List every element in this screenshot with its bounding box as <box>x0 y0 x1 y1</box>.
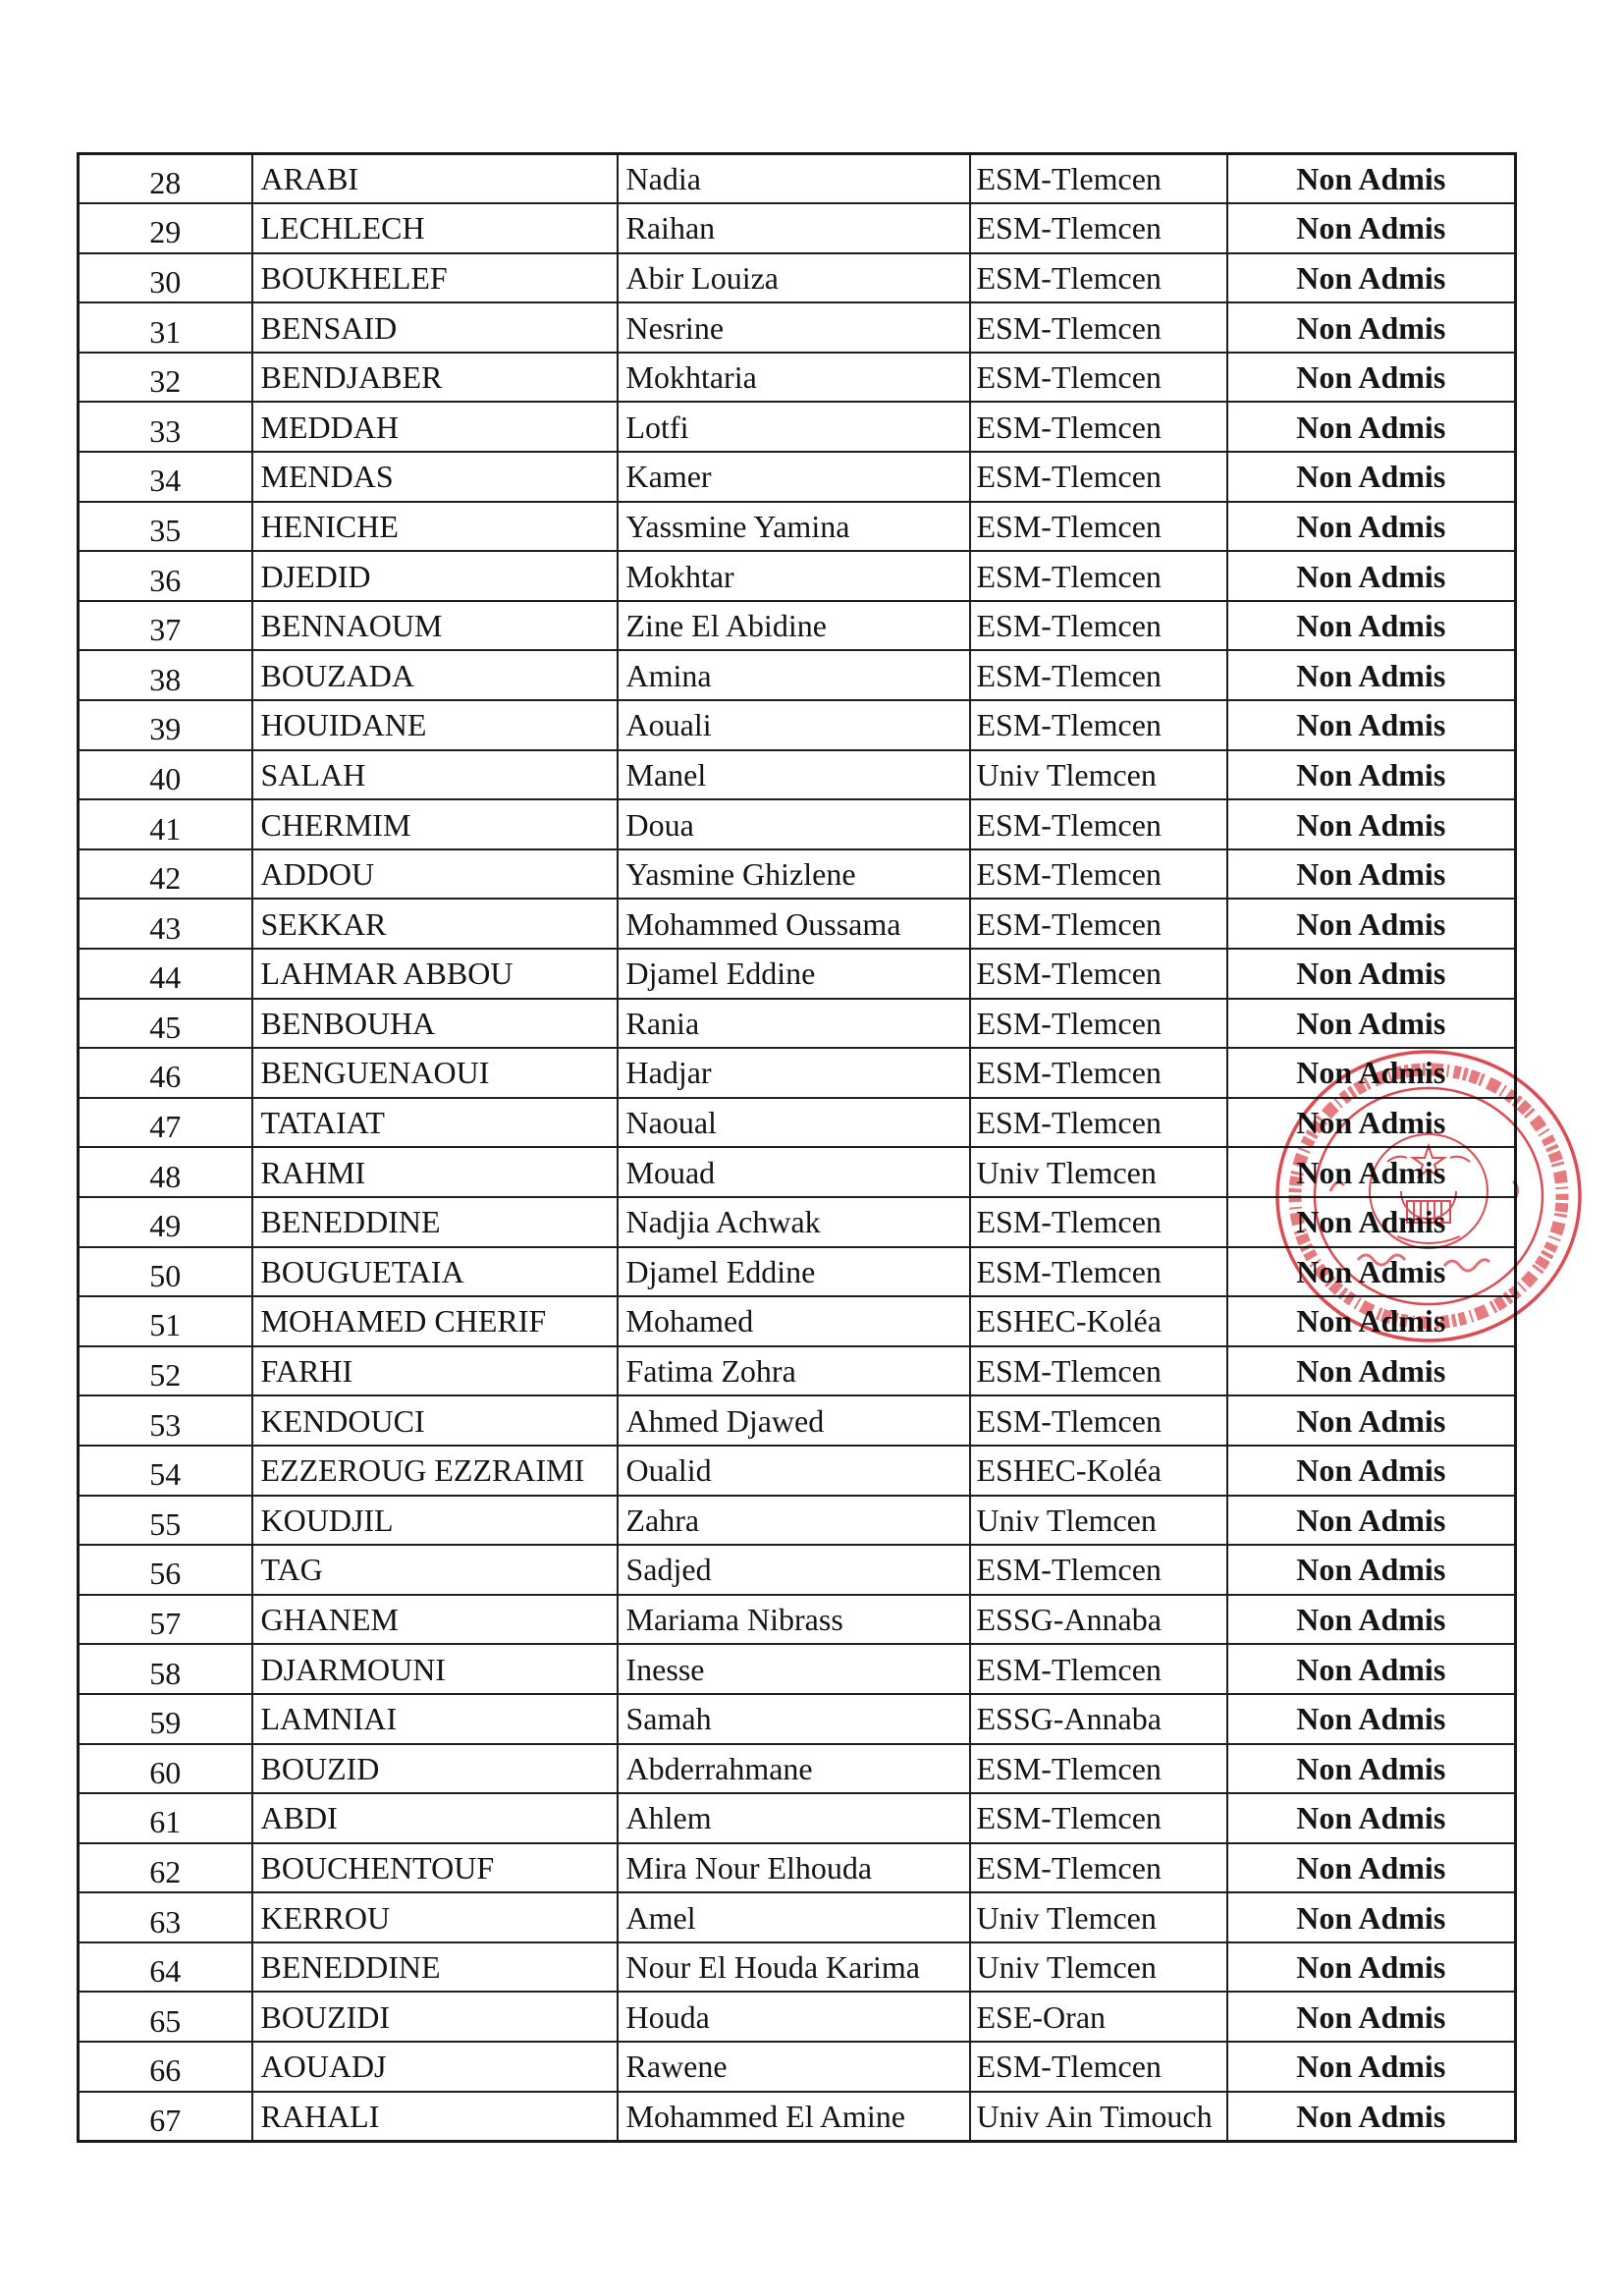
table-row <box>79 1644 1516 1694</box>
first-name-cell: Inesse <box>618 1644 970 1694</box>
last-name-cell: BOUGUETAIA <box>252 1247 618 1297</box>
last-name-cell: BOUKHELEF <box>252 253 618 303</box>
result-cell: Non Admis <box>1227 949 1516 999</box>
first-name-cell: Lotfi <box>618 402 970 452</box>
first-name-cell: Djamel Eddine <box>618 1247 970 1297</box>
result-cell: Non Admis <box>1227 1843 1516 1893</box>
results-table <box>77 152 1517 2143</box>
result-cell: Non Admis <box>1227 551 1516 601</box>
last-name-cell: RAHMI <box>252 1147 618 1197</box>
first-name-cell: Sadjed <box>618 1545 970 1595</box>
first-name-cell: Mohammed Oussama <box>618 899 970 949</box>
institution-cell: ESM-Tlemcen <box>970 154 1227 204</box>
first-name-cell: Mariama Nibrass <box>618 1595 970 1645</box>
result-cell: Non Admis <box>1227 1346 1516 1396</box>
row-number-cell: 30 <box>79 253 252 303</box>
first-name-cell: Yasmine Ghizlene <box>618 849 970 900</box>
row-number-cell: 31 <box>79 302 252 353</box>
result-cell: Non Admis <box>1227 899 1516 949</box>
result-cell: Non Admis <box>1227 1942 1516 1993</box>
last-name-cell: LAMNIAI <box>252 1694 618 1744</box>
result-cell: Non Admis <box>1227 1694 1516 1744</box>
result-cell: Non Admis <box>1227 849 1516 900</box>
row-number-cell: 28 <box>79 154 252 204</box>
result-cell: Non Admis <box>1227 502 1516 552</box>
result-cell: Non Admis <box>1227 1892 1516 1942</box>
first-name-cell: Ahlem <box>618 1793 970 1843</box>
table-row <box>79 849 1516 900</box>
last-name-cell: BENNAOUM <box>252 601 618 651</box>
row-number-cell: 63 <box>79 1892 252 1942</box>
first-name-cell: Zahra <box>618 1496 970 1546</box>
last-name-cell: AOUADJ <box>252 2042 618 2092</box>
institution-cell: Univ Ain Timouch <box>970 2092 1227 2142</box>
table-row <box>79 1694 1516 1744</box>
institution-cell: ESM-Tlemcen <box>970 452 1227 502</box>
last-name-cell: GHANEM <box>252 1595 618 1645</box>
institution-cell: ESM-Tlemcen <box>970 1644 1227 1694</box>
first-name-cell: Kamer <box>618 452 970 502</box>
institution-cell: Univ Tlemcen <box>970 1147 1227 1197</box>
last-name-cell: ADDOU <box>252 849 618 900</box>
row-number-cell: 58 <box>79 1644 252 1694</box>
last-name-cell: MENDAS <box>252 452 618 502</box>
table-row <box>79 154 1516 204</box>
first-name-cell: Naoual <box>618 1098 970 1148</box>
table-row <box>79 302 1516 353</box>
institution-cell: ESM-Tlemcen <box>970 353 1227 403</box>
result-cell: Non Admis <box>1227 1048 1516 1098</box>
table-row <box>79 601 1516 651</box>
institution-cell: ESM-Tlemcen <box>970 1545 1227 1595</box>
institution-cell: ESM-Tlemcen <box>970 1247 1227 1297</box>
institution-cell: ESSG-Annaba <box>970 1694 1227 1744</box>
institution-cell: ESM-Tlemcen <box>970 1098 1227 1148</box>
institution-cell: ESM-Tlemcen <box>970 849 1227 900</box>
row-number-cell: 41 <box>79 799 252 849</box>
result-cell: Non Admis <box>1227 1545 1516 1595</box>
table-row <box>79 452 1516 502</box>
first-name-cell: Djamel Eddine <box>618 949 970 999</box>
result-cell: Non Admis <box>1227 750 1516 800</box>
result-cell: Non Admis <box>1227 1496 1516 1546</box>
row-number-cell: 62 <box>79 1843 252 1893</box>
table-row <box>79 1744 1516 1794</box>
row-number-cell: 46 <box>79 1048 252 1098</box>
first-name-cell: Mokhtaria <box>618 353 970 403</box>
row-number-cell: 57 <box>79 1595 252 1645</box>
result-cell: Non Admis <box>1227 2042 1516 2092</box>
institution-cell: Univ Tlemcen <box>970 1942 1227 1993</box>
last-name-cell: DJARMOUNI <box>252 1644 618 1694</box>
last-name-cell: BOUZIDI <box>252 1992 618 2042</box>
last-name-cell: SALAH <box>252 750 618 800</box>
last-name-cell: MEDDAH <box>252 402 618 452</box>
last-name-cell: FARHI <box>252 1346 618 1396</box>
first-name-cell: Nesrine <box>618 302 970 353</box>
first-name-cell: Mokhtar <box>618 551 970 601</box>
first-name-cell: Manel <box>618 750 970 800</box>
last-name-cell: KOUDJIL <box>252 1496 618 1546</box>
last-name-cell: MOHAMED CHERIF <box>252 1296 618 1346</box>
table-row <box>79 1296 1516 1346</box>
table-row <box>79 999 1516 1049</box>
table-row <box>79 799 1516 849</box>
last-name-cell: KENDOUCI <box>252 1395 618 1446</box>
row-number-cell: 34 <box>79 452 252 502</box>
first-name-cell: Amel <box>618 1892 970 1942</box>
table-row <box>79 1446 1516 1496</box>
table-row <box>79 1942 1516 1993</box>
row-number-cell: 32 <box>79 353 252 403</box>
last-name-cell: KERROU <box>252 1892 618 1942</box>
institution-cell: ESM-Tlemcen <box>970 1744 1227 1794</box>
row-number-cell: 36 <box>79 551 252 601</box>
row-number-cell: 54 <box>79 1446 252 1496</box>
first-name-cell: Rania <box>618 999 970 1049</box>
last-name-cell: BENGUENAOUI <box>252 1048 618 1098</box>
last-name-cell: EZZEROUG EZZRAIMI <box>252 1446 618 1496</box>
first-name-cell: Mouad <box>618 1147 970 1197</box>
result-cell: Non Admis <box>1227 1395 1516 1446</box>
last-name-cell: HENICHE <box>252 502 618 552</box>
last-name-cell: BENEDDINE <box>252 1197 618 1247</box>
last-name-cell: BENBOUHA <box>252 999 618 1049</box>
last-name-cell: RAHALI <box>252 2092 618 2142</box>
row-number-cell: 37 <box>79 601 252 651</box>
result-cell: Non Admis <box>1227 402 1516 452</box>
first-name-cell: Zine El Abidine <box>618 601 970 651</box>
institution-cell: ESM-Tlemcen <box>970 1048 1227 1098</box>
row-number-cell: 64 <box>79 1942 252 1993</box>
result-cell: Non Admis <box>1227 799 1516 849</box>
table-row <box>79 1843 1516 1893</box>
institution-cell: ESM-Tlemcen <box>970 2042 1227 2092</box>
table-row <box>79 502 1516 552</box>
last-name-cell: BENDJABER <box>252 353 618 403</box>
row-number-cell: 48 <box>79 1147 252 1197</box>
first-name-cell: Mohamed <box>618 1296 970 1346</box>
first-name-cell: Amina <box>618 650 970 700</box>
last-name-cell: ABDI <box>252 1793 618 1843</box>
last-name-cell: BOUZID <box>252 1744 618 1794</box>
table-row <box>79 1545 1516 1595</box>
result-cell: Non Admis <box>1227 1744 1516 1794</box>
row-number-cell: 38 <box>79 650 252 700</box>
result-cell: Non Admis <box>1227 302 1516 353</box>
institution-cell: ESHEC-Koléa <box>970 1296 1227 1346</box>
result-cell: Non Admis <box>1227 1595 1516 1645</box>
institution-cell: ESM-Tlemcen <box>970 799 1227 849</box>
first-name-cell: Rawene <box>618 2042 970 2092</box>
first-name-cell: Raihan <box>618 203 970 253</box>
result-cell: Non Admis <box>1227 700 1516 750</box>
last-name-cell: BENEDDINE <box>252 1942 618 1993</box>
table-row <box>79 750 1516 800</box>
first-name-cell: Mohammed El Amine <box>618 2092 970 2142</box>
row-number-cell: 50 <box>79 1247 252 1297</box>
institution-cell: ESM-Tlemcen <box>970 502 1227 552</box>
table-row <box>79 402 1516 452</box>
table-row <box>79 2042 1516 2092</box>
first-name-cell: Yassmine Yamina <box>618 502 970 552</box>
institution-cell: ESM-Tlemcen <box>970 1197 1227 1247</box>
table-row <box>79 1892 1516 1942</box>
table-row <box>79 551 1516 601</box>
first-name-cell: Houda <box>618 1992 970 2042</box>
institution-cell: ESM-Tlemcen <box>970 899 1227 949</box>
table-row <box>79 1147 1516 1197</box>
institution-cell: ESE-Oran <box>970 1992 1227 2042</box>
result-cell: Non Admis <box>1227 1793 1516 1843</box>
institution-cell: Univ Tlemcen <box>970 750 1227 800</box>
row-number-cell: 39 <box>79 700 252 750</box>
last-name-cell: CHERMIM <box>252 799 618 849</box>
first-name-cell: Ahmed Djawed <box>618 1395 970 1446</box>
result-cell: Non Admis <box>1227 452 1516 502</box>
institution-cell: ESM-Tlemcen <box>970 999 1227 1049</box>
table-row <box>79 1992 1516 2042</box>
row-number-cell: 49 <box>79 1197 252 1247</box>
result-cell: Non Admis <box>1227 1296 1516 1346</box>
last-name-cell: DJEDID <box>252 551 618 601</box>
first-name-cell: Nour El Houda Karima <box>618 1942 970 1993</box>
institution-cell: ESM-Tlemcen <box>970 253 1227 303</box>
result-cell: Non Admis <box>1227 601 1516 651</box>
row-number-cell: 40 <box>79 750 252 800</box>
institution-cell: ESM-Tlemcen <box>970 1346 1227 1396</box>
result-cell: Non Admis <box>1227 999 1516 1049</box>
table-row <box>79 1048 1516 1098</box>
institution-cell: ESM-Tlemcen <box>970 551 1227 601</box>
result-cell: Non Admis <box>1227 154 1516 204</box>
first-name-cell: Oualid <box>618 1446 970 1496</box>
table-row <box>79 1496 1516 1546</box>
row-number-cell: 53 <box>79 1395 252 1446</box>
table-row <box>79 949 1516 999</box>
institution-cell: ESM-Tlemcen <box>970 203 1227 253</box>
first-name-cell: Doua <box>618 799 970 849</box>
table-row <box>79 203 1516 253</box>
table-row <box>79 899 1516 949</box>
last-name-cell: LAHMAR ABBOU <box>252 949 618 999</box>
institution-cell: ESM-Tlemcen <box>970 1843 1227 1893</box>
institution-cell: ESM-Tlemcen <box>970 402 1227 452</box>
institution-cell: Univ Tlemcen <box>970 1496 1227 1546</box>
result-cell: Non Admis <box>1227 1098 1516 1148</box>
row-number-cell: 61 <box>79 1793 252 1843</box>
table-row <box>79 2092 1516 2142</box>
institution-cell: ESM-Tlemcen <box>970 650 1227 700</box>
table-row <box>79 1098 1516 1148</box>
row-number-cell: 55 <box>79 1496 252 1546</box>
first-name-cell: Mira Nour Elhouda <box>618 1843 970 1893</box>
row-number-cell: 59 <box>79 1694 252 1744</box>
last-name-cell: BOUZADA <box>252 650 618 700</box>
institution-cell: ESM-Tlemcen <box>970 1793 1227 1843</box>
results-table-body <box>79 154 1516 2142</box>
table-row <box>79 1395 1516 1446</box>
institution-cell: Univ Tlemcen <box>970 1892 1227 1942</box>
result-cell: Non Admis <box>1227 2092 1516 2142</box>
last-name-cell: HOUIDANE <box>252 700 618 750</box>
row-number-cell: 45 <box>79 999 252 1049</box>
table-row <box>79 1247 1516 1297</box>
row-number-cell: 51 <box>79 1296 252 1346</box>
institution-cell: ESSG-Annaba <box>970 1595 1227 1645</box>
row-number-cell: 65 <box>79 1992 252 2042</box>
result-cell: Non Admis <box>1227 253 1516 303</box>
first-name-cell: Samah <box>618 1694 970 1744</box>
table-row <box>79 700 1516 750</box>
institution-cell: ESM-Tlemcen <box>970 601 1227 651</box>
result-cell: Non Admis <box>1227 1247 1516 1297</box>
first-name-cell: Hadjar <box>618 1048 970 1098</box>
last-name-cell: BOUCHENTOUF <box>252 1843 618 1893</box>
result-cell: Non Admis <box>1227 650 1516 700</box>
table-row <box>79 353 1516 403</box>
first-name-cell: Nadjia Achwak <box>618 1197 970 1247</box>
row-number-cell: 67 <box>79 2092 252 2142</box>
row-number-cell: 33 <box>79 402 252 452</box>
table-row <box>79 1346 1516 1396</box>
table-row <box>79 1197 1516 1247</box>
row-number-cell: 43 <box>79 899 252 949</box>
result-cell: Non Admis <box>1227 1197 1516 1247</box>
first-name-cell: Fatima Zohra <box>618 1346 970 1396</box>
row-number-cell: 44 <box>79 949 252 999</box>
row-number-cell: 35 <box>79 502 252 552</box>
institution-cell: ESM-Tlemcen <box>970 700 1227 750</box>
row-number-cell: 52 <box>79 1346 252 1396</box>
result-cell: Non Admis <box>1227 1446 1516 1496</box>
first-name-cell: Nadia <box>618 154 970 204</box>
last-name-cell: LECHLECH <box>252 203 618 253</box>
first-name-cell: Abderrahmane <box>618 1744 970 1794</box>
first-name-cell: Abir Louiza <box>618 253 970 303</box>
institution-cell: ESHEC-Koléa <box>970 1446 1227 1496</box>
row-number-cell: 66 <box>79 2042 252 2092</box>
row-number-cell: 47 <box>79 1098 252 1148</box>
table-row <box>79 1595 1516 1645</box>
result-cell: Non Admis <box>1227 353 1516 403</box>
result-cell: Non Admis <box>1227 1992 1516 2042</box>
last-name-cell: ARABI <box>252 154 618 204</box>
row-number-cell: 60 <box>79 1744 252 1794</box>
row-number-cell: 29 <box>79 203 252 253</box>
institution-cell: ESM-Tlemcen <box>970 949 1227 999</box>
first-name-cell: Aouali <box>618 700 970 750</box>
row-number-cell: 56 <box>79 1545 252 1595</box>
result-cell: Non Admis <box>1227 1644 1516 1694</box>
table-row <box>79 1793 1516 1843</box>
institution-cell: ESM-Tlemcen <box>970 302 1227 353</box>
result-cell: Non Admis <box>1227 1147 1516 1197</box>
table-row <box>79 253 1516 303</box>
result-cell: Non Admis <box>1227 203 1516 253</box>
last-name-cell: TAG <box>252 1545 618 1595</box>
last-name-cell: BENSAID <box>252 302 618 353</box>
table-row <box>79 650 1516 700</box>
last-name-cell: TATAIAT <box>252 1098 618 1148</box>
row-number-cell: 42 <box>79 849 252 900</box>
last-name-cell: SEKKAR <box>252 899 618 949</box>
institution-cell: ESM-Tlemcen <box>970 1395 1227 1446</box>
